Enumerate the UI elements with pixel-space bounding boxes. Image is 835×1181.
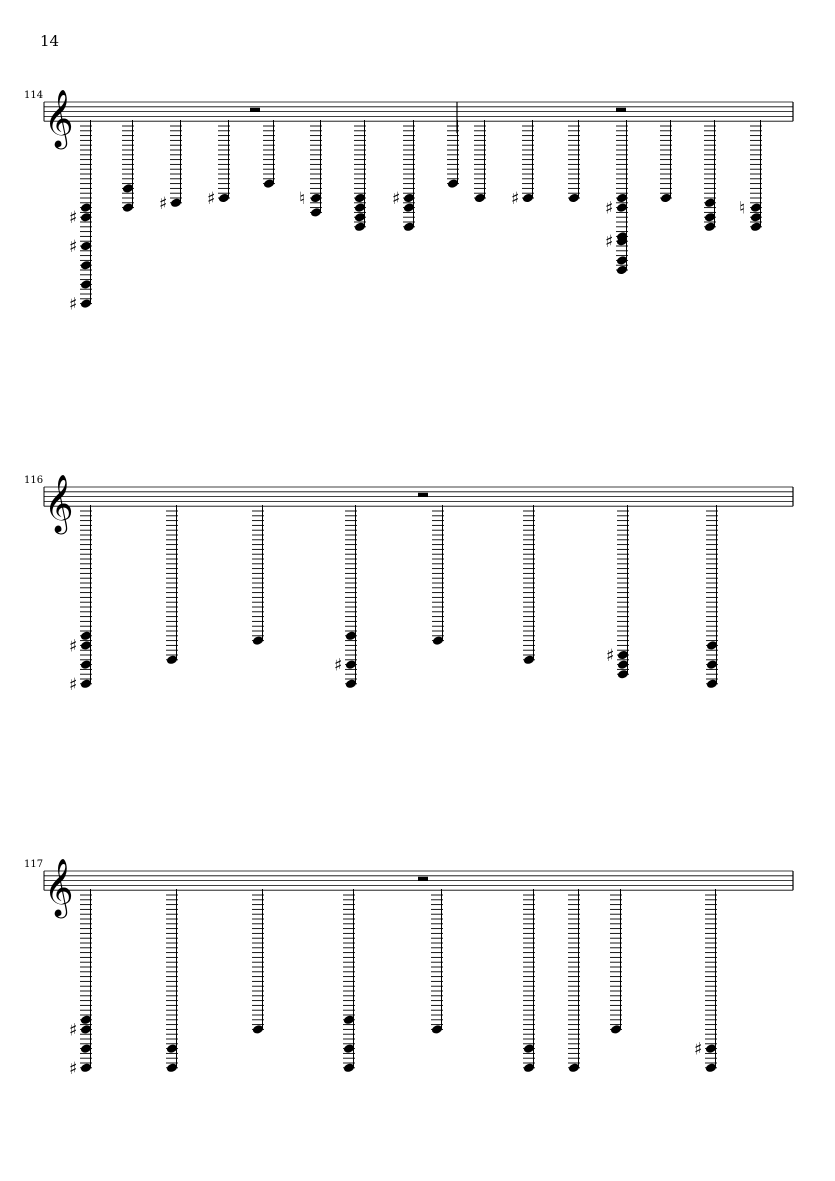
sharp-icon: ♯: [511, 189, 520, 209]
sharp-icon: ♯: [392, 189, 401, 209]
whole-rest: [418, 493, 428, 497]
sharp-icon: ♯: [69, 1020, 78, 1041]
sharp-icon: ♯: [605, 232, 614, 253]
sharp-icon: ♯: [334, 655, 343, 676]
whole-rest: [616, 108, 626, 112]
sharp-icon: ♯: [69, 294, 78, 315]
measure-number: 116: [24, 475, 44, 486]
treble-clef-icon: 𝄞: [44, 858, 74, 917]
treble-clef-icon: 𝄞: [44, 474, 74, 533]
sharp-icon: ♯: [159, 193, 168, 214]
sharp-icon: ♯: [694, 1039, 703, 1060]
treble-clef-icon: 𝄞: [44, 89, 74, 148]
sharp-icon: ♯: [69, 674, 78, 695]
sharp-icon: ♯: [69, 208, 78, 229]
sharp-icon: ♯: [69, 636, 78, 657]
sharp-icon: ♯: [606, 646, 615, 666]
sharp-icon: ♯: [69, 1058, 78, 1079]
page-number: 14: [40, 32, 60, 50]
whole-rest: [418, 877, 428, 881]
measure-number: 117: [24, 859, 44, 870]
sharp-icon: ♯: [605, 198, 614, 219]
whole-rest: [250, 108, 260, 112]
natural-icon: ♮: [299, 189, 306, 209]
sharp-icon: ♯: [207, 189, 216, 209]
measure-number: 114: [24, 90, 44, 101]
sharp-icon: ♯: [69, 237, 78, 257]
natural-icon: ♮: [739, 198, 746, 219]
